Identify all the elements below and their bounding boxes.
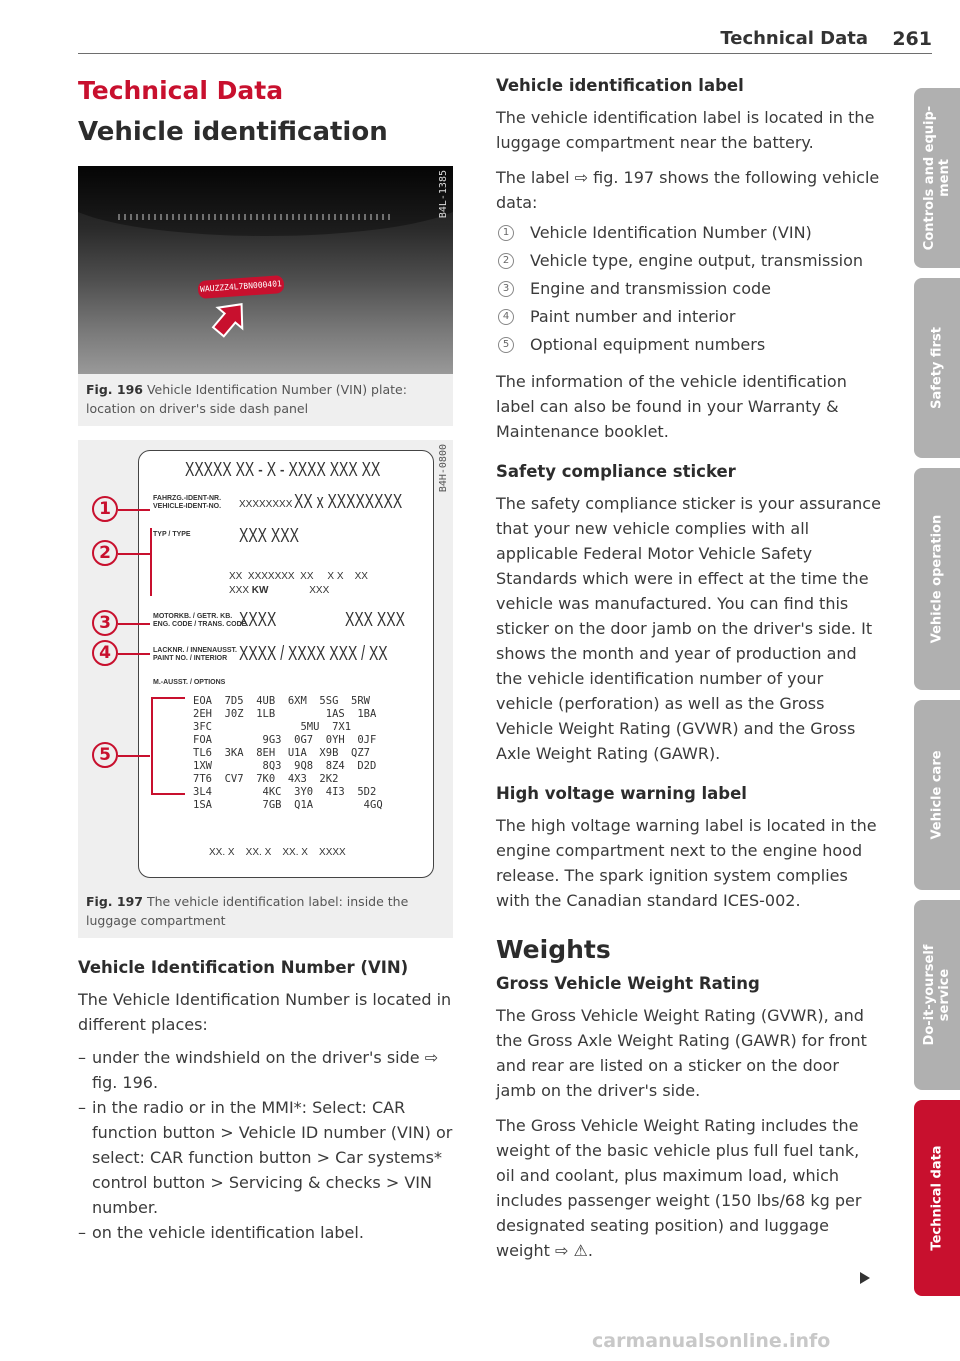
arrow-icon xyxy=(210,298,250,338)
option-row: 1SA 7GB Q1A 4GQ xyxy=(193,799,383,811)
list-item xyxy=(496,247,882,275)
list-item-text: Paint number and interior xyxy=(530,307,736,326)
option-row: 3FC 5MU 7X1 xyxy=(193,721,352,733)
watermark: carmanualsonline.info xyxy=(592,1330,831,1352)
callout-5: 5 xyxy=(92,742,118,768)
label-vin-small: XXXXXXXX xyxy=(239,499,293,510)
vehicle-label-illustration xyxy=(78,440,453,886)
label-vin-caption: FAHRZG.-IDENT-NR. VEHICLE-IDENT-NO. xyxy=(153,495,222,510)
figure-caption xyxy=(78,374,453,426)
figure-caption xyxy=(78,886,453,938)
tab-safety[interactable] xyxy=(914,278,960,458)
figure-caption-text: Vehicle Identification Number (VIN) plate: location on driver's side dash panel xyxy=(86,382,407,416)
left-column xyxy=(78,76,453,1245)
list-item: – on the vehicle identification label. xyxy=(78,1220,453,1245)
label-type-value: XXX XXX xyxy=(239,525,299,547)
tab-controls[interactable] xyxy=(914,88,960,268)
figure-label: Fig. 197 xyxy=(86,894,143,909)
label-output-post: XXX xyxy=(309,585,330,596)
label-paragraph: The information of the vehicle identification label can also be found in your Warranty & Maintenance booklet. xyxy=(496,372,847,441)
number-badge: 2 xyxy=(498,253,514,269)
hv-heading: High voltage warning label xyxy=(496,784,747,803)
label-heading: Vehicle identification label xyxy=(496,76,744,95)
vin-locations-list xyxy=(78,1045,453,1245)
number-badge: 1 xyxy=(498,225,514,241)
label-trans-code: XXX XXX xyxy=(345,609,405,631)
callout-4-line xyxy=(118,653,150,655)
tab-label: Vehicle care xyxy=(929,750,945,840)
tab-label: Safety first xyxy=(929,327,945,409)
number-badge: 3 xyxy=(498,281,514,297)
option-row: 1XW 8Q3 9Q8 8Z4 D2D xyxy=(193,760,377,772)
list-item xyxy=(496,219,882,247)
label-bottom-row: XX. X XX. X XX. X XXXX xyxy=(209,847,346,858)
list-item-text: Vehicle type, engine output, transmission xyxy=(530,251,864,270)
vin-plate: WAUZZZ4L7BN000401 xyxy=(197,275,284,299)
label-vin-value: XX x XXXXXXXX xyxy=(294,491,403,513)
callout-2-bracket xyxy=(150,528,152,596)
figure-196 xyxy=(78,166,453,426)
gvwr-heading: Gross Vehicle Weight Rating xyxy=(496,974,760,993)
list-item xyxy=(496,303,882,331)
list-item-text: Vehicle Identification Number (VIN) xyxy=(530,223,812,242)
label-paint-value: XXXX / XXXX XXX / XX xyxy=(239,643,388,665)
list-item xyxy=(496,275,882,303)
callout-3-line xyxy=(118,623,150,625)
list-item-text: Engine and transmission code xyxy=(530,279,771,298)
tab-vehicle-operation[interactable] xyxy=(914,468,960,690)
safety-heading: Safety compliance sticker xyxy=(496,462,736,481)
tab-label: Vehicle operation xyxy=(929,514,945,644)
label-engine-code: XXXX xyxy=(239,609,277,631)
tab-do-it-yourself[interactable] xyxy=(914,900,960,1090)
callout-1-line xyxy=(118,509,150,511)
label-output-unit: KW xyxy=(251,585,269,596)
label-output-pre: XXX xyxy=(229,585,250,596)
figure-code: B4L-1385 xyxy=(438,170,449,219)
windshield-dot-band xyxy=(118,214,393,220)
label-options-caption: M.-AUSST. / OPTIONS xyxy=(153,679,226,686)
dash-panel-photo xyxy=(78,166,453,374)
page-number: 261 xyxy=(892,28,932,50)
option-row: TL6 3KA 8EH U1A X9B QZ7 xyxy=(193,747,371,759)
option-row: 2EH J0Z 1LB 1AS 1BA xyxy=(193,708,377,720)
label-top-row: XXXXX XX - X - XXXX XXX XX xyxy=(185,459,381,481)
tab-label: Technical data xyxy=(929,1145,945,1251)
vehicle-identification-label xyxy=(138,450,434,878)
option-row: 7T6 CV7 7K0 4X3 2K2 xyxy=(193,773,339,785)
tab-vehicle-care[interactable] xyxy=(914,700,960,890)
options-bracket xyxy=(151,697,185,795)
callout-2: 2 xyxy=(92,540,118,566)
options-list xyxy=(193,695,383,812)
tab-technical-data[interactable] xyxy=(914,1100,960,1296)
callout-1: 1 xyxy=(92,496,118,522)
figure-code: B4H-0800 xyxy=(438,444,449,493)
chapter-title: Technical Data xyxy=(78,76,284,105)
windshield-shape xyxy=(78,166,453,236)
label-type-caption: TYP / TYPE xyxy=(153,531,191,538)
list-item-text: Optional equipment numbers xyxy=(530,335,766,354)
list-item: – under the windshield on the driver's side ⇨ fig. 196. xyxy=(78,1045,453,1095)
option-row: 3L4 4KC 3Y0 4I3 5D2 xyxy=(193,786,377,798)
label-type-details: XX XXXXXXX XX X X XX xyxy=(229,571,368,582)
number-badge: 4 xyxy=(498,309,514,325)
weights-heading: Weights xyxy=(496,935,611,964)
header-title: Technical Data xyxy=(720,28,868,49)
tab-label: Controls and equip- ment xyxy=(922,105,952,251)
callout-5-line xyxy=(118,755,150,757)
vin-intro: The Vehicle Identification Number is located in different places: xyxy=(78,990,452,1034)
gvwr-paragraph: The Gross Vehicle Weight Rating (GVWR), and the Gross Axle Weight Rating (GAWR) for front and rear are listed on a sticker on the door jamb on the driver's side. xyxy=(496,1006,867,1100)
gvwr-paragraph: The Gross Vehicle Weight Rating includes the weight of the basic vehicle plus full fuel tank, oil and coolant, plus maximum load, which includes passenger weight (150 lbs/68 kg per designated seating position) and luggage weight ⇨ ⚠. xyxy=(496,1116,862,1260)
figure-197 xyxy=(78,440,453,938)
callout-2-line xyxy=(118,553,152,555)
page-header xyxy=(78,30,932,54)
safety-paragraph: The safety compliance sticker is your assurance that your new vehicle complies with all applicable Federal Motor Vehicle Safety Standards which were in effect at the time the vehicle was manufactured. You can find this sticker on the door jamb on the driver's side. It shows the month and year of production and the vehicle identification number of your vehicle (perforation) as well as the Gross Vehicle Weight Rating (GVWR) and the Gross Axle Weight Rating (GAWR). xyxy=(496,494,881,763)
right-column xyxy=(496,76,882,1263)
callout-3: 3 xyxy=(92,610,118,636)
option-row: EOA 7D5 4UB 6XM 5SG 5RW xyxy=(193,695,371,707)
hv-paragraph: The high voltage warning label is located in the engine compartment next to the engine hood release. The spark ignition system complies with the Canadian standard ICES-002. xyxy=(496,816,877,910)
vin-heading: Vehicle Identification Number (VIN) xyxy=(78,958,409,977)
continue-arrow-icon xyxy=(860,1272,870,1284)
label-output-row xyxy=(229,585,329,596)
section-title: Vehicle identification xyxy=(78,117,388,147)
figure-caption-text: The vehicle identification label: inside the luggage compartment xyxy=(86,894,409,928)
list-item: – in the radio or in the MMI*: Select: CAR function button > Vehicle ID number (VIN) or select: CAR function button > Car systems* control button > Servicing & checks > VIN number. xyxy=(78,1095,453,1220)
list-item xyxy=(496,331,882,359)
label-paragraph: The label ⇨ fig. 197 shows the following vehicle data: xyxy=(496,168,880,212)
option-row: FOA 9G3 0G7 0YH 0JF xyxy=(193,734,377,746)
label-paragraph: The vehicle identification label is located in the luggage compartment near the battery. xyxy=(496,108,875,152)
label-data-list xyxy=(496,219,882,359)
label-paint-caption: LACKNR. / INNENAUSST. PAINT NO. / INTERIOR xyxy=(153,647,238,662)
label-engine-caption: MOTORKB. / GETR. KB. ENG. CODE / TRANS. CODE xyxy=(153,613,247,628)
number-badge: 5 xyxy=(498,337,514,353)
callout-4: 4 xyxy=(92,640,118,666)
figure-label: Fig. 196 xyxy=(86,382,143,397)
tab-label: Do-it-yourself service xyxy=(922,944,952,1046)
